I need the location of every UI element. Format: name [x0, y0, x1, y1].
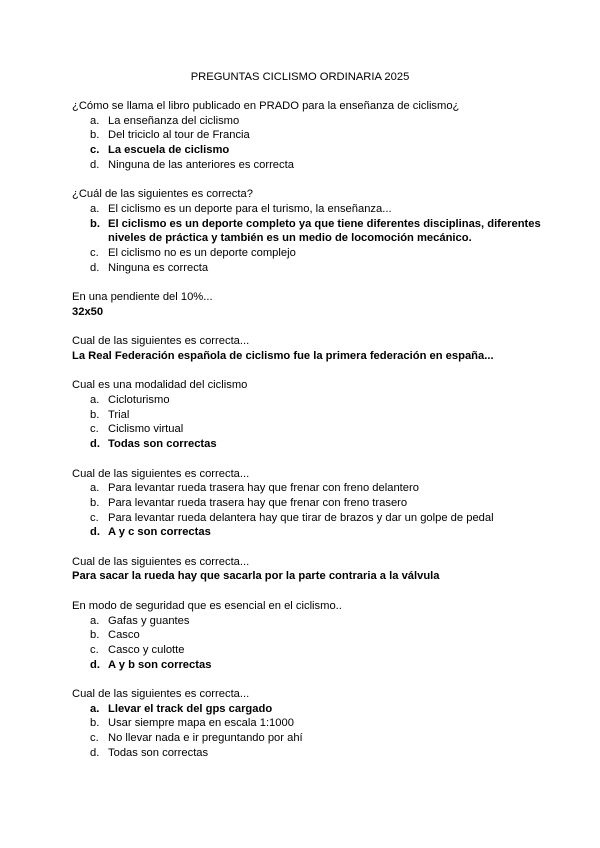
option-item — [72, 202, 542, 217]
option-text: El ciclismo no es un deporte complejo — [108, 247, 296, 260]
option-text: Llevar el track del gps cargado — [108, 702, 273, 715]
question-block — [72, 555, 542, 584]
option-item — [72, 408, 542, 423]
answer-text: 32x50 — [72, 305, 104, 318]
question-block — [72, 290, 542, 319]
option-text: El ciclismo es un deporte para el turismo, la enseñanza... — [108, 202, 392, 215]
question-block — [72, 99, 542, 173]
option-item — [72, 496, 542, 511]
option-marker: d. — [90, 158, 100, 171]
option-marker: d. — [90, 746, 100, 759]
question-text: ¿Cómo se llama el libro publicado en PRADO para la enseñanza de ciclismo¿ — [72, 100, 460, 112]
option-item — [72, 393, 542, 408]
question-text: En modo de seguridad que es esencial en el ciclismo.. — [72, 599, 342, 612]
option-text: Casco — [108, 629, 140, 642]
option-marker: b. — [90, 717, 100, 730]
option-text: Todas son correctas — [108, 746, 209, 759]
option-marker: a. — [90, 394, 100, 406]
options-list — [72, 114, 542, 173]
option-marker: b. — [90, 629, 100, 642]
option-item — [72, 643, 542, 658]
option-text: Para levantar rueda trasera hay que frenar con freno trasero — [108, 496, 408, 509]
question-text: ¿Cuál de las siguientes es correcta? — [72, 188, 253, 201]
option-marker: b. — [90, 408, 100, 421]
options-list — [72, 614, 542, 673]
question-block — [72, 334, 542, 363]
option-text: Ninguna es correcta — [108, 261, 209, 274]
option-text: Casco y culotte — [108, 643, 185, 656]
option-item — [72, 158, 542, 173]
question-text: Cual de las siguientes es correcta... — [72, 555, 250, 568]
option-text: Para levantar rueda trasera hay que frenar con freno delantero — [108, 482, 419, 495]
option-item — [72, 614, 542, 629]
option-item — [72, 731, 542, 746]
option-marker: b. — [90, 129, 100, 142]
option-text: La enseñanza del ciclismo — [108, 114, 240, 127]
option-marker: d. — [90, 438, 100, 451]
option-marker: c. — [90, 423, 99, 436]
options-list — [72, 481, 542, 540]
option-text: Ciclismo virtual — [108, 423, 184, 436]
option-text: Para levantar rueda delantera hay que tirar de brazos y dar un golpe de pedal — [108, 511, 494, 524]
option-item-correct — [72, 525, 542, 540]
option-marker: a. — [90, 614, 100, 627]
option-item — [72, 716, 542, 731]
option-marker: a. — [90, 114, 100, 127]
option-item-correct — [72, 143, 542, 158]
question-block — [72, 187, 542, 275]
option-text: Trial — [108, 408, 130, 421]
option-marker: a. — [90, 202, 100, 215]
option-marker: c. — [90, 511, 99, 524]
questions-list — [72, 99, 542, 775]
option-item — [72, 481, 542, 496]
option-item-correct — [72, 702, 542, 717]
option-item — [72, 422, 542, 437]
document-title: PREGUNTAS CICLISMO ORDINARIA 2025 — [190, 71, 410, 83]
option-text: La escuela de ciclismo — [108, 144, 230, 157]
option-text: No llevar nada e ir preguntando por ahí — [108, 732, 303, 745]
question-block — [72, 599, 542, 673]
question-block — [72, 687, 542, 761]
question-block — [72, 378, 542, 452]
option-item — [72, 128, 542, 143]
option-text: A y c son correctas — [108, 526, 211, 539]
question-text: Cual de las siguientes es correcta... — [72, 335, 250, 348]
option-marker: d. — [90, 261, 100, 274]
option-item — [72, 511, 542, 526]
option-marker: c. — [90, 643, 99, 656]
option-marker: b. — [90, 217, 100, 230]
option-marker: b. — [90, 496, 100, 509]
question-text: Cual de las siguientes es correcta... — [72, 688, 250, 700]
option-marker: d. — [90, 526, 100, 539]
option-text: Del triciclo al tour de Francia — [108, 129, 250, 142]
question-block — [72, 467, 542, 541]
option-item-correct — [72, 658, 542, 673]
option-item — [72, 628, 542, 643]
question-text: Cual de las siguientes es correcta... — [72, 467, 250, 480]
option-item-correct — [72, 217, 542, 246]
option-text: Cicloturismo — [108, 394, 170, 406]
option-text: Usar siempre mapa en escala 1:1000 — [108, 717, 294, 730]
option-marker: c. — [90, 144, 100, 157]
question-text: Cual es una modalidad del ciclismo — [72, 379, 248, 392]
answer-text: Para sacar la rueda hay que sacarla por la parte contraria a la válvula — [72, 570, 440, 583]
option-text: Todas son correctas — [108, 438, 217, 451]
option-text: Gafas y guantes — [108, 614, 190, 627]
option-text: Ninguna de las anteriores es correcta — [108, 158, 294, 171]
options-list — [72, 202, 542, 276]
option-item — [72, 746, 542, 761]
option-item — [72, 114, 542, 129]
option-marker: c. — [90, 732, 99, 745]
option-item — [72, 261, 542, 276]
option-marker: a. — [90, 702, 100, 715]
option-marker: a. — [90, 482, 100, 495]
question-text: En una pendiente del 10%... — [72, 291, 213, 304]
option-text: El ciclismo es un deporte completo ya que tiene diferentes disciplinas, diferentes niveles de práctica y también es un medio de locomoción mecánico. — [108, 217, 541, 245]
options-list — [72, 393, 542, 452]
options-list — [72, 702, 542, 761]
option-item — [72, 246, 542, 261]
answer-text: La Real Federación española de ciclismo fue la primera federación en españa... — [72, 349, 494, 362]
option-marker: c. — [90, 247, 99, 260]
option-item-correct — [72, 437, 542, 452]
option-marker: d. — [90, 658, 100, 671]
option-text: A y b son correctas — [108, 658, 212, 671]
